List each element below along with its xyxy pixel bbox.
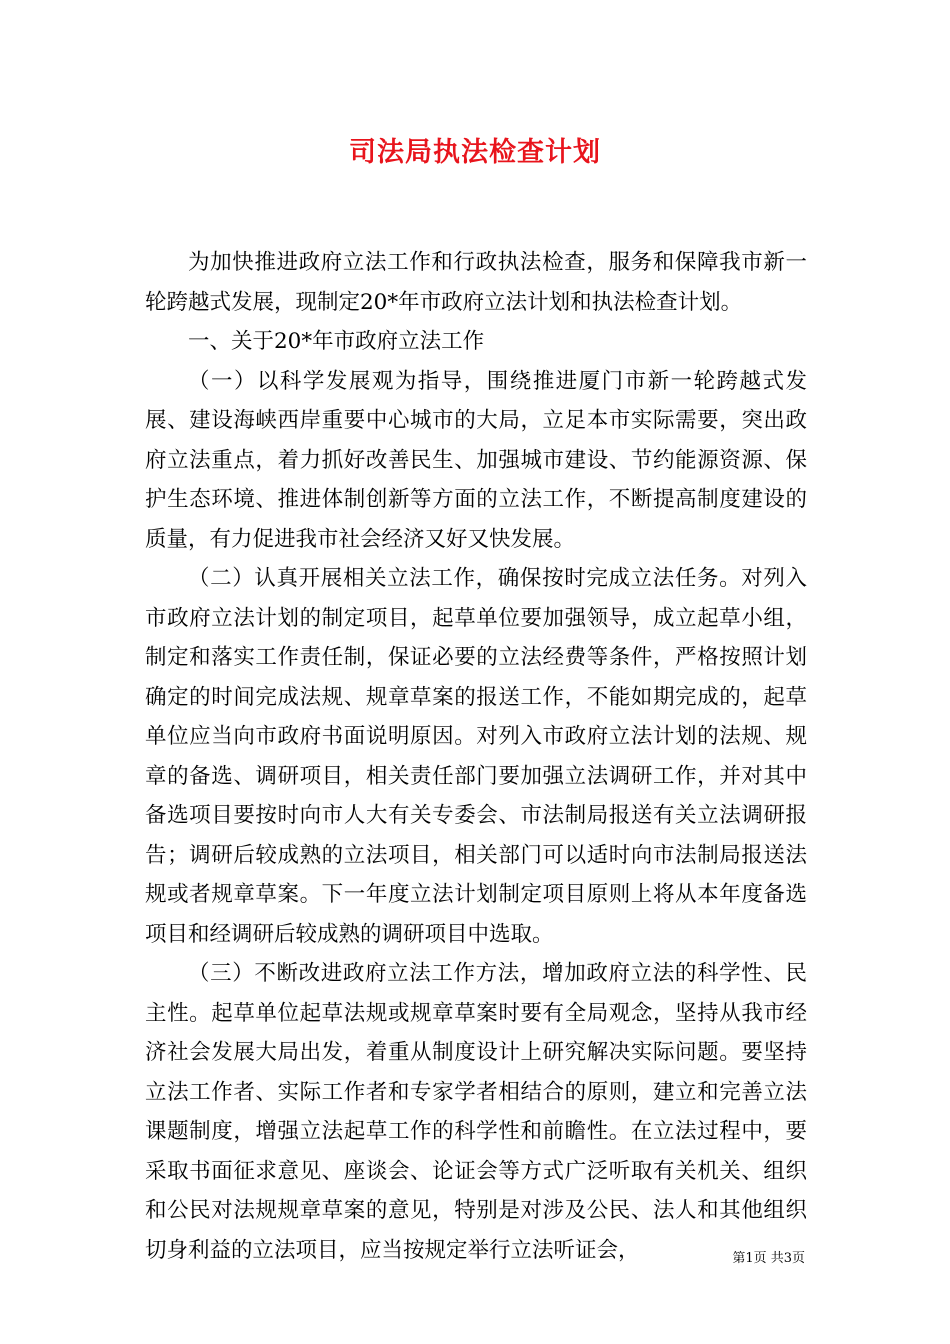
paragraph-item-1: （一）以科学发展观为指导，围绕推进厦门市新一轮跨越式发展、建设海峡西岸重要中心城市的大局，立足本市实际需要，突出政府立法重点，着力抓好改善民生、加强城市建设、节约能源资源、保护生态环境、推进体制创新等方面的立法工作，不断提高制度建设的质量，有力促进我市社会经济又好又快发展。 — [145, 368, 807, 552]
page-number: 第1页 共3页 — [732, 1251, 805, 1266]
document-body — [145, 243, 807, 1270]
paragraph-item-3: （三）不断改进政府立法工作方法，增加政府立法的科学性、民主性。起草单位起草法规或规章草案时要有全局观念，坚持从我市经济社会发展大局出发，着重从制度设计上研究解决实际问题。要坚持立法工作者、实际工作者和专家学者相结合的原则，建立和完善立法课题制度，增强立法起草工作的科学性和前瞻性。在立法过程中，要采取书面征求意见、座谈会、论证会等方式广泛听取有关机关、组织和公民对法规规章草案的意见，特别是对涉及公民、法人和其他组织切身利益的立法项目，应当按规定举行立法听证会， — [145, 961, 807, 1263]
paragraph-item-2: （二）认真开展相关立法工作，确保按时完成立法任务。对列入市政府立法计划的制定项目，起草单位要加强领导，成立起草小组，制定和落实工作责任制，保证必要的立法经费等条件，严格按照计划确定的时间完成法规、规章草案的报送工作，不能如期完成的，起草单位应当向市政府书面说明原因。对列入市政府立法计划的法规、规章的备选、调研项目，相关责任部门要加强立法调研工作，并对其中备选项目要按时向市人大有关专委会、市法制局报送有关立法调研报告；调研后较成熟的立法项目，相关部门可以适时向市法制局报送法规或者规章草案。下一年度立法计划制定项目原则上将从本年度备选项目和经调研后较成熟的调研项目中选取。 — [145, 566, 807, 947]
document-title: 司法局执法检查计划 — [349, 137, 601, 168]
paragraph-intro: 为加快推进政府立法工作和行政执法检查，服务和保障我市新一轮跨越式发展，现制定20*年市政府立法计划和执法检查计划。 — [145, 250, 807, 315]
section-heading-1: 一、关于20*年市政府立法工作 — [188, 329, 485, 354]
